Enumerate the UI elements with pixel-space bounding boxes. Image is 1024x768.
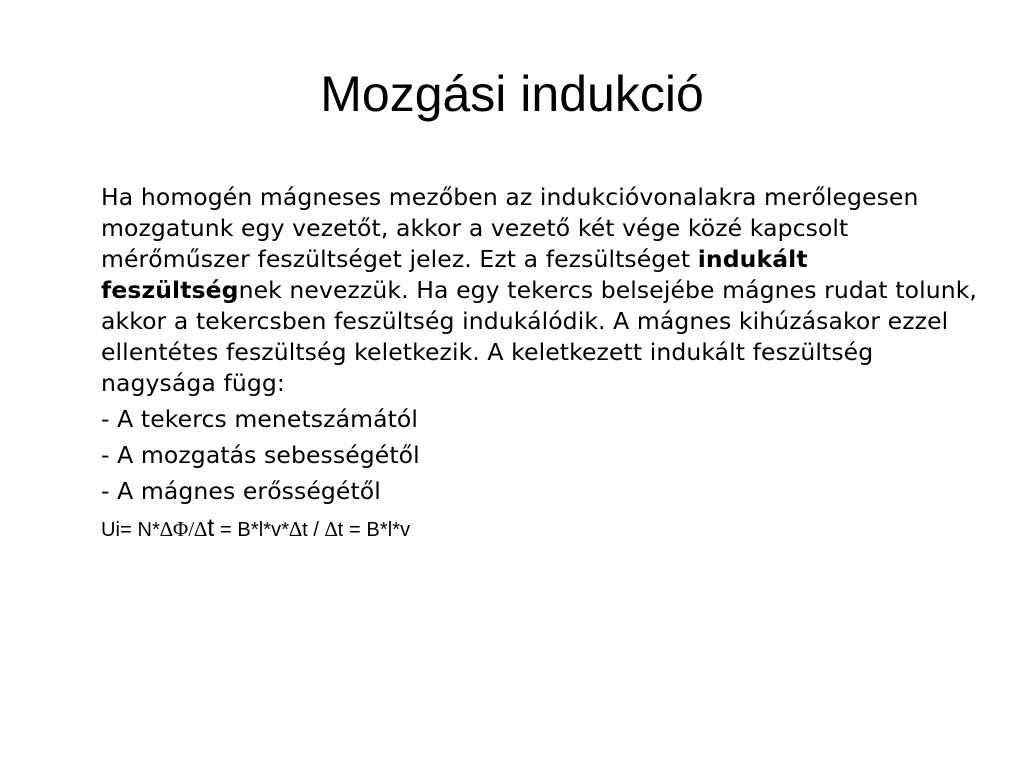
formula-part-3: t / — [302, 519, 325, 541]
body-paragraph — [101, 182, 981, 399]
formula-part-2: = B*l*v* — [214, 519, 290, 541]
paragraph-bold-term: indukált feszültség — [101, 245, 808, 304]
slide-body — [101, 182, 981, 545]
formula-delta-phi: ∆Φ/∆ — [159, 517, 208, 541]
formula-t: t — [207, 514, 215, 542]
bullet-item-menetszam: - A tekercs menetszámától — [101, 405, 418, 433]
formula-part-4: t = B*l*v — [337, 519, 411, 541]
paragraph-text-end: nek nevezzük. Ha egy tekercs belsejébe mágnes rudat tolunk, akkor a tekercsben feszültség indukálódik. A mágnes kihúzásakor ezzel ellentétes feszültség keletkezik. A keletkezett indukált feszültség nagysága függ: — [101, 276, 977, 397]
bullet-item-erosseg: - A mágnes erősségétől — [101, 477, 381, 505]
slide-title: Mozgási indukció — [320, 66, 704, 122]
formula — [101, 513, 981, 545]
paragraph-text-start: Ha homogén mágneses mezőben az indukcióvonalakra merőlegesen mozgatunk egy vezetőt, akkor a vezető két vége közé kapcsolt mérőműszer feszültséget jelez. Ezt a fezsültséget — [101, 183, 919, 273]
formula-part-1: Ui= N* — [101, 519, 160, 541]
formula-delta-2: ∆ — [324, 517, 338, 541]
formula-delta-1: ∆ — [289, 517, 303, 541]
bullet-item-sebesseg: - A mozgatás sebességétől — [101, 441, 420, 469]
